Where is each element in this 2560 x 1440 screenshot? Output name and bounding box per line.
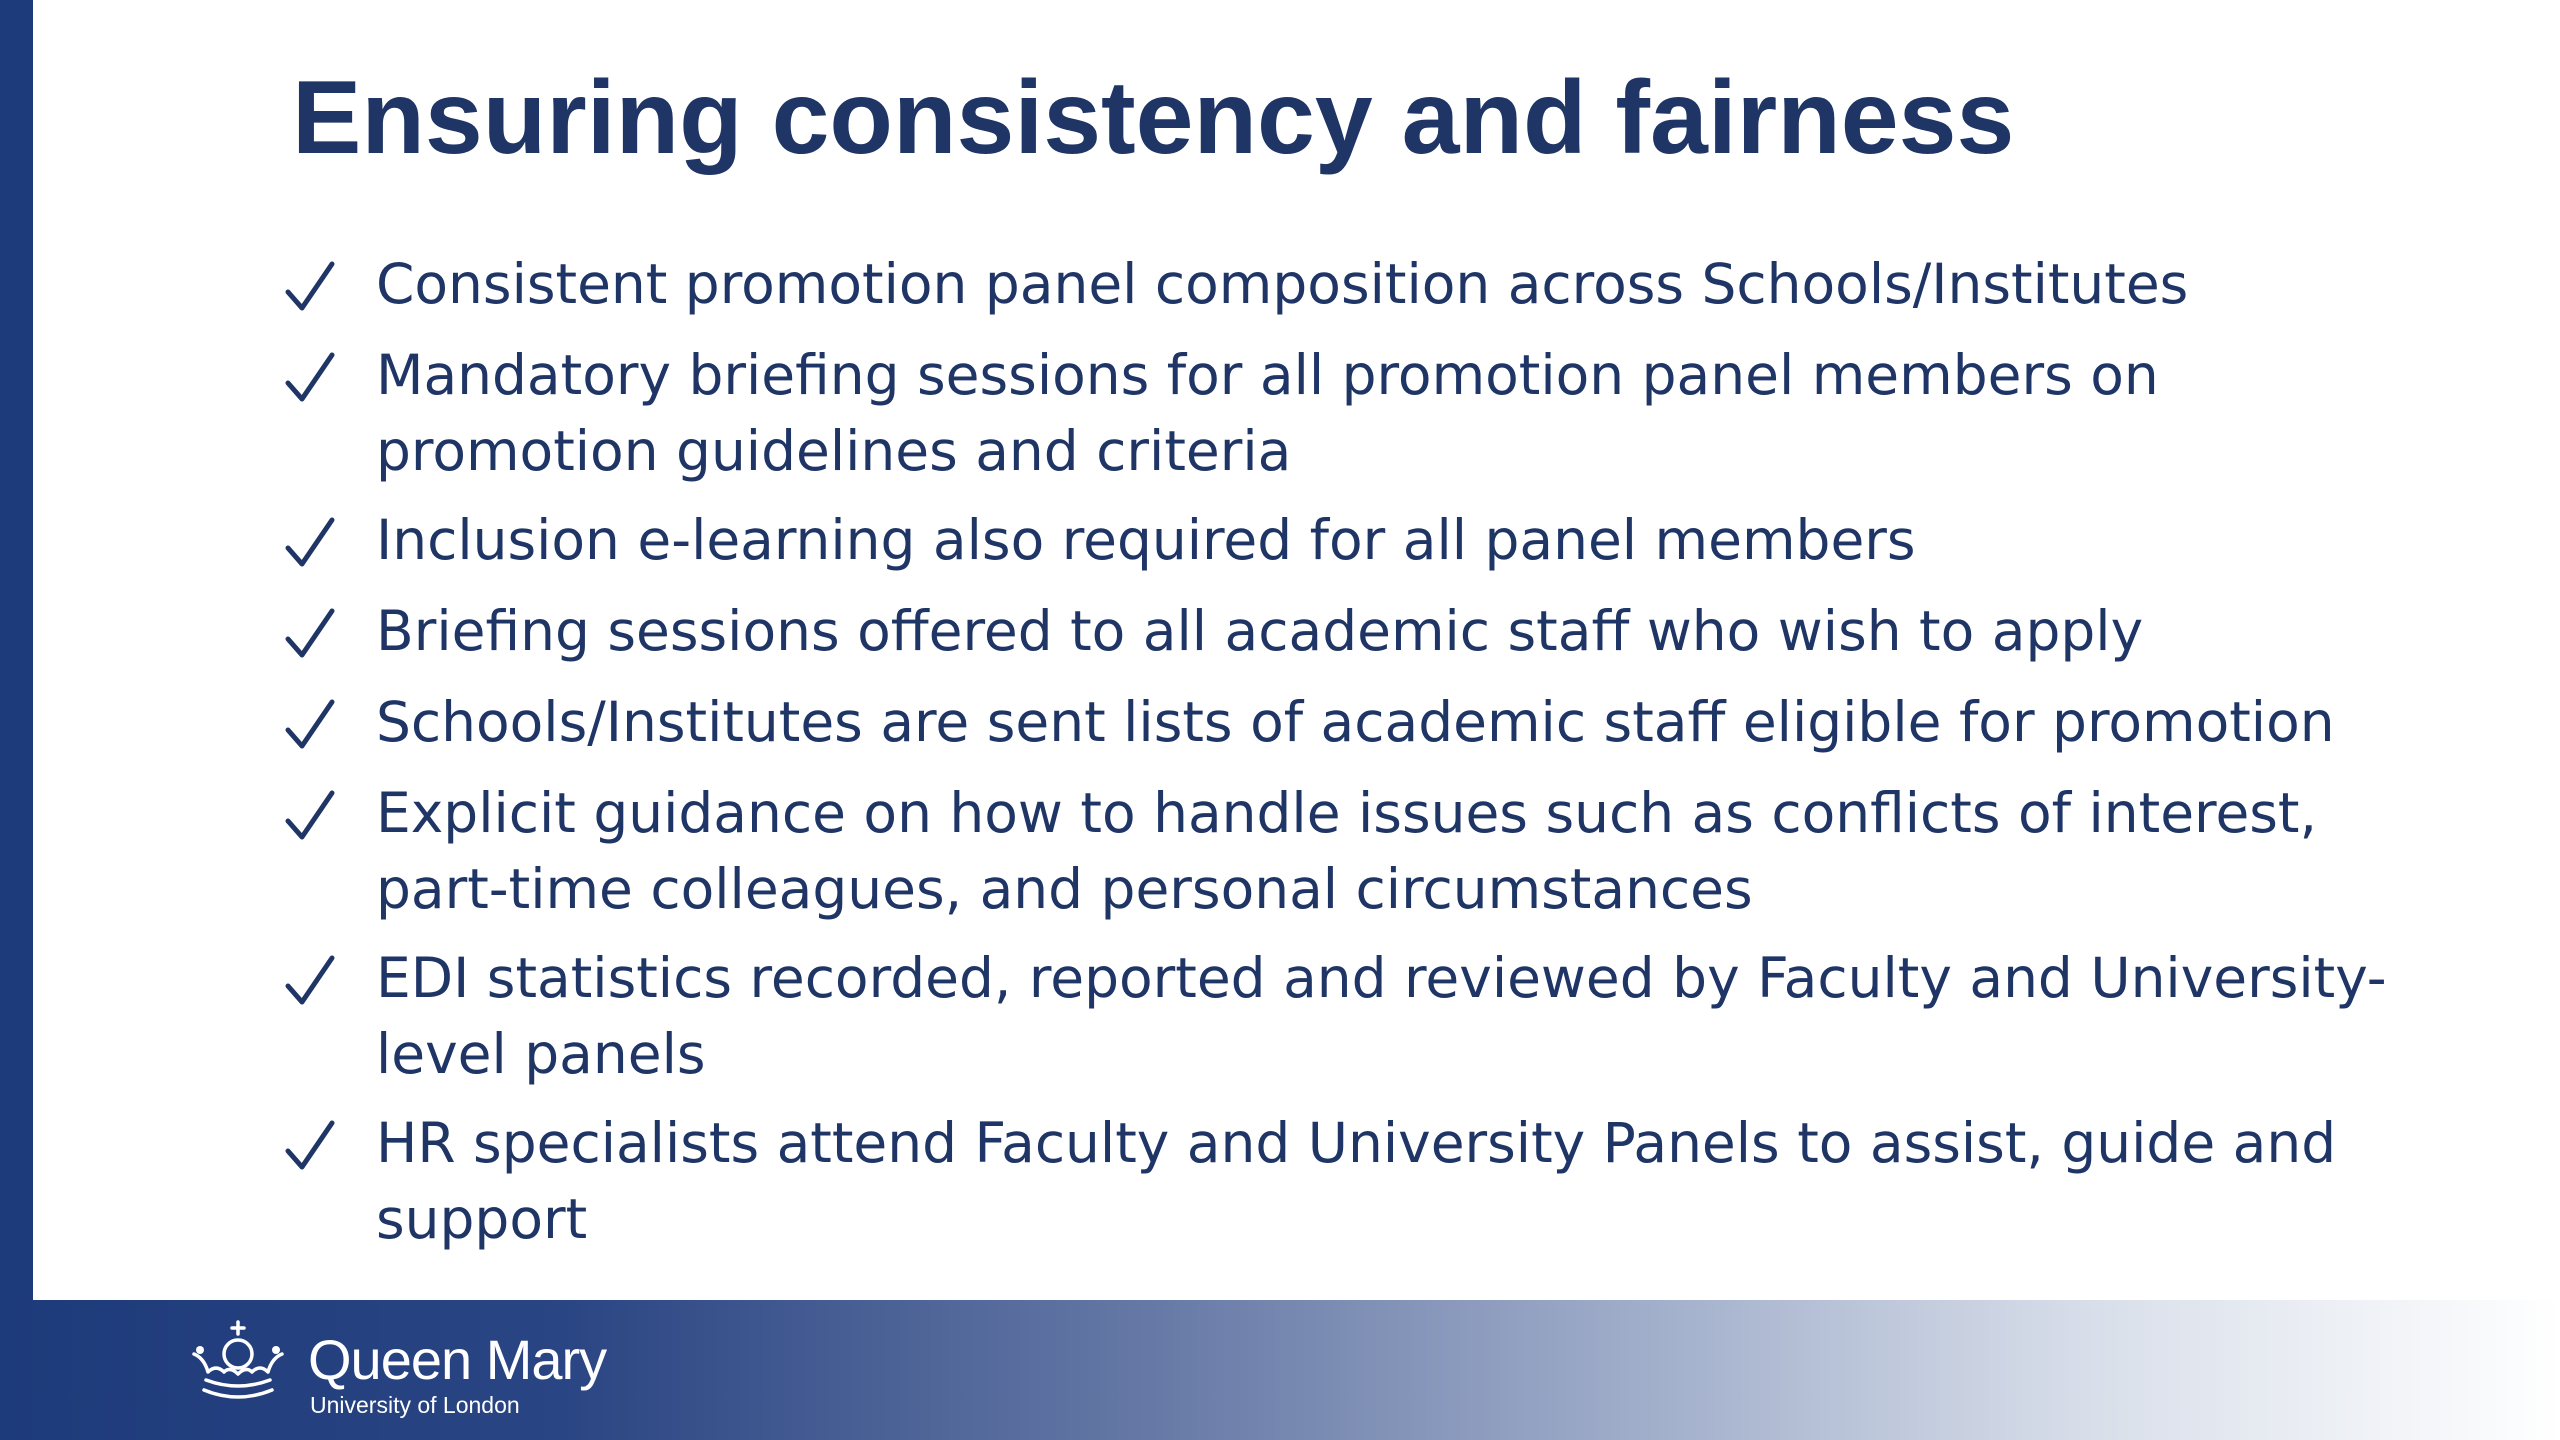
checkmark-icon — [280, 942, 340, 1018]
bullet-item — [280, 502, 2440, 580]
bullet-text: Briefing sessions offered to all academic staff who wish to apply — [376, 599, 2144, 663]
bullet-text: Inclusion e-learning also required for all panel members — [376, 508, 1916, 572]
crown-crest-icon — [190, 1320, 286, 1402]
checkmark-icon — [280, 339, 340, 415]
bullet-text: Schools/Institutes are sent lists of academic staff eligible for promotion — [376, 690, 2335, 754]
bullet-text: Mandatory briefing sessions for all promotion panel members on promotion guidelines and criteria — [376, 343, 2159, 483]
university-logo — [190, 1308, 610, 1428]
slide-title: Ensuring consistency and fairness — [292, 60, 2015, 176]
bullet-text: Consistent promotion panel composition across Schools/Institutes — [376, 252, 2189, 316]
bullet-list — [280, 246, 2440, 1270]
checkmark-icon — [280, 595, 340, 671]
bullet-item — [280, 593, 2440, 671]
bullet-item — [280, 1105, 2440, 1257]
logo-subtitle: University of London — [310, 1392, 520, 1418]
bullet-item — [280, 246, 2440, 324]
checkmark-icon — [280, 777, 340, 853]
checkmark-icon — [280, 1107, 340, 1183]
bullet-item — [280, 337, 2440, 489]
left-accent-bar — [0, 0, 33, 1300]
bullet-item — [280, 684, 2440, 762]
checkmark-icon — [280, 504, 340, 580]
bullet-text: HR specialists attend Faculty and University Panels to assist, guide and support — [376, 1111, 2337, 1251]
checkmark-icon — [280, 248, 340, 324]
bullet-item — [280, 775, 2440, 927]
bullet-text: Explicit guidance on how to handle issues such as conflicts of interest, part-time colleagues, and personal circumstances — [376, 781, 2317, 921]
bullet-item — [280, 940, 2440, 1092]
bullet-text: EDI statistics recorded, reported and reviewed by Faculty and University-level panels — [376, 946, 2387, 1086]
logo-name: Queen Mary — [308, 1328, 607, 1391]
checkmark-icon — [280, 686, 340, 762]
